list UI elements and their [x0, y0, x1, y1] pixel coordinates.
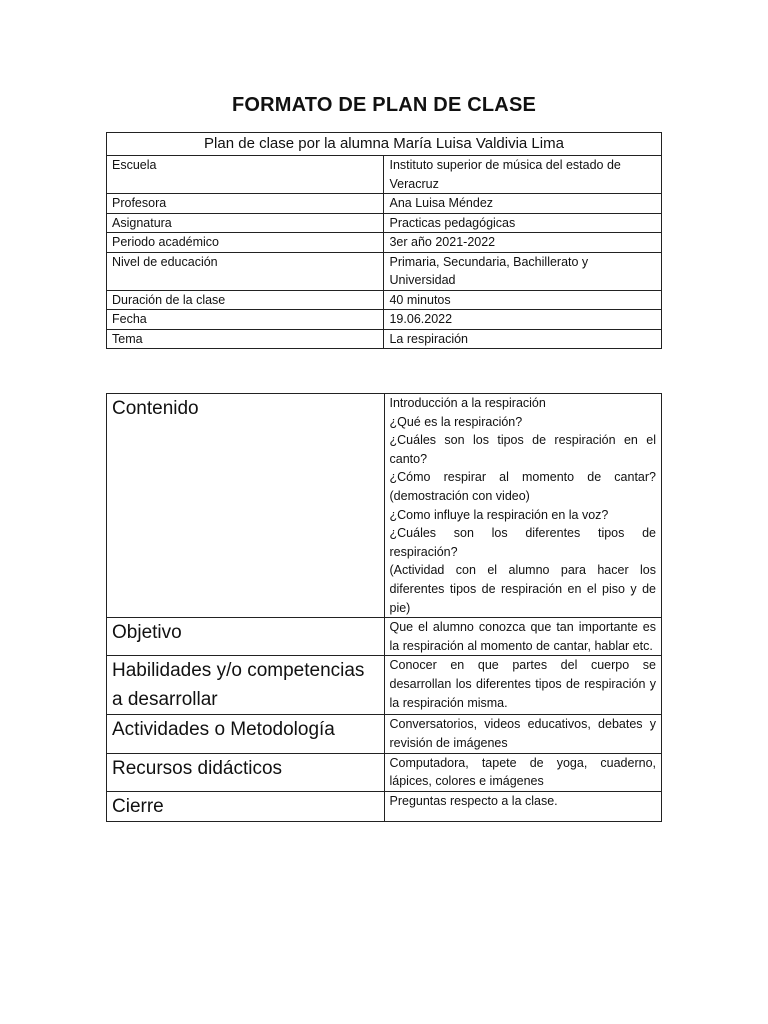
row-value-periodo: 3er año 2021-2022	[384, 233, 662, 253]
actividades-value: Conversatorios, videos educativos, debates y revisión de imágenes	[384, 715, 662, 753]
table-caption: Plan de clase por la alumna María Luisa Valdivia Lima	[107, 133, 662, 156]
row-value-tema: La respiración	[384, 329, 662, 349]
habilidades-value: Conocer en que partes del cuerpo se desarrollan los diferentes tipos de respiración y la respiración misma.	[384, 656, 662, 715]
table-row	[107, 329, 662, 349]
row-label-profesora: Profesora	[107, 194, 384, 214]
row-value-escuela: Instituto superior de música del estado de Veracruz	[384, 156, 662, 194]
table-row	[107, 252, 662, 290]
row-value-fecha: 19.06.2022	[384, 310, 662, 330]
info-table	[106, 132, 662, 349]
table-row	[107, 310, 662, 330]
plan-table	[106, 393, 662, 822]
table-row	[107, 791, 662, 822]
objetivo-label: Objetivo	[107, 618, 385, 656]
cierre-label: Cierre	[107, 791, 385, 822]
contenido-label: Contenido	[107, 394, 385, 618]
contenido-line: ¿Como influye la respiración en la voz?	[389, 507, 609, 522]
row-value-duracion: 40 minutos	[384, 290, 662, 310]
contenido-line: (Actividad con el alumno para hacer los diferentes tipos de respiración en el piso y de pie)	[389, 563, 656, 615]
table-row	[107, 156, 662, 194]
row-value-asignatura: Practicas pedagógicas	[384, 213, 662, 233]
contenido-line: Introducción a la respiración	[389, 396, 546, 410]
contenido-line: ¿Cuáles son los diferentes tipos de respiración?	[389, 526, 656, 559]
page-title: FORMATO DE PLAN DE CLASE	[231, 94, 537, 116]
contenido-line: ¿Cómo respirar al momento de cantar? (demostración con video)	[389, 470, 656, 503]
table-row	[107, 715, 662, 753]
row-label-duracion: Duración de la clase	[107, 290, 384, 310]
table-row	[107, 213, 662, 233]
row-label-nivel: Nivel de educación	[107, 252, 384, 290]
contenido-line: ¿Qué es la respiración?	[389, 414, 523, 429]
objetivo-value: Que el alumno conozca que tan importante es la respiración al momento de cantar, hablar etc.	[384, 618, 662, 656]
row-value-nivel: Primaria, Secundaria, Bachillerato y Universidad	[384, 252, 662, 290]
table-row	[107, 233, 662, 253]
table-row	[107, 753, 662, 791]
row-value-profesora: Ana Luisa Méndez	[384, 194, 662, 214]
contenido-value	[384, 394, 662, 618]
recursos-value: Computadora, tapete de yoga, cuaderno, lápices, colores e imágenes	[384, 753, 662, 791]
recursos-label: Recursos didácticos	[107, 753, 385, 791]
table-row	[107, 656, 662, 715]
table-caption-row	[107, 133, 662, 156]
row-label-asignatura: Asignatura	[107, 213, 384, 233]
actividades-label: Actividades o Metodología	[107, 715, 385, 753]
row-label-escuela: Escuela	[107, 156, 384, 194]
table-row	[107, 394, 662, 618]
cierre-value: Preguntas respecto a la clase.	[384, 791, 662, 822]
habilidades-label: Habilidades y/o competencias a desarrollar	[107, 656, 385, 715]
row-label-periodo: Periodo académico	[107, 233, 384, 253]
row-label-fecha: Fecha	[107, 310, 384, 330]
table-row	[107, 194, 662, 214]
table-row	[107, 618, 662, 656]
row-label-tema: Tema	[107, 329, 384, 349]
table-row	[107, 290, 662, 310]
contenido-line: ¿Cuáles son los tipos de respiración en el canto?	[389, 433, 656, 466]
